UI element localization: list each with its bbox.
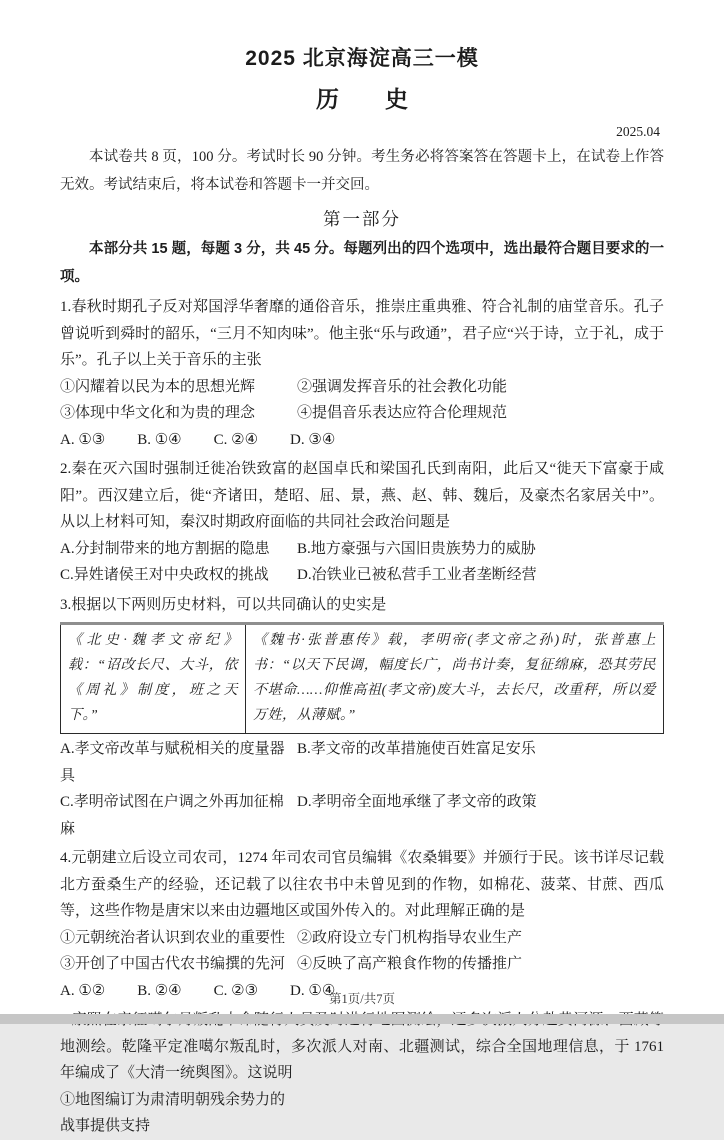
question-3-choices	[60, 736, 664, 842]
option-item: ④反映了高产粮食作物的传播推广	[297, 956, 523, 972]
table-cell-left-source: 《北史·魏孝文帝纪》载：“诏改长尺、大斗，依《周礼》制度，班之天下。”	[61, 624, 246, 734]
choice: C.异姓诸侯王对中央政权的挑战	[60, 567, 269, 583]
option-item: ③体现中华文化和为贵的理念	[60, 405, 256, 421]
question-1-items	[60, 374, 664, 427]
choice: D. ③④	[290, 431, 336, 448]
choice: D.冶铁业已被私营手工业者垄断经营	[297, 567, 537, 583]
choice: D.孝明帝全面地承继了孝文帝的政策	[297, 794, 537, 810]
question-2	[60, 456, 664, 589]
option-item: ①元朝统治者认识到农业的重要性	[60, 929, 286, 946]
option-item: ③开创了中国古代农书编撰的先河	[60, 956, 286, 972]
choice: A.分封制带来的地方割据的隐患	[60, 540, 270, 557]
option-item: ④提倡音乐表达应符合伦理规范	[297, 405, 508, 421]
question-2-stem: 2.秦在灭六国时强制迁徙冶铁致富的赵国卓氏和梁国孔氏到南阳，此后又“徙天下富豪于咸阳”。西汉建立后，徙“齐诸田，楚昭、屈、景，燕、赵、韩、魏后，及豪杰名家居关中”。从以上材料可知，秦汉时期政府面临的共同社会政治问题是	[60, 461, 664, 530]
question-3	[60, 592, 664, 843]
exam-notice: 本试卷共 8 页，100 分。考试时长 90 分钟。考生务必将答案答在答题卡上，在试卷上作答无效。考试结束后，将本试卷和答题卡一并交回。	[60, 149, 664, 193]
question-1-choices	[60, 427, 664, 454]
choice: B. ②④	[137, 982, 182, 999]
question-5	[60, 1007, 664, 1140]
exam-date: 2025.04	[616, 124, 660, 139]
question-5-stem: 地测绘。乾隆平定准噶尔叛乱时，多次派人对南、北疆测试，综合全国地理信息，于 1761 年编成了《大清一统舆图》。这说明	[60, 1038, 664, 1081]
option-item: ①地图编订为肃清明朝残余势力的战事提供支持	[60, 1091, 286, 1134]
choice: C. ②③	[213, 982, 259, 999]
bottom-scrollbar-track	[0, 1014, 724, 1024]
question-1	[60, 294, 664, 453]
part-one-instructions: 本部分共 15 题，每题 3 分，共 45 分。每题列出的四个选项中，选出最符合题目要求的一项。	[60, 241, 664, 285]
part-one-heading: 第一部分	[323, 209, 401, 229]
question-3-stem: 3.根据以下两则历史材料，可以共同确认的史实是	[60, 596, 387, 613]
question-3-source-table	[60, 622, 664, 734]
choice: B.孝文帝的改革措施使百姓富足安乐	[297, 741, 536, 757]
question-5-items	[60, 1087, 664, 1140]
choice: A. ①②	[60, 982, 106, 999]
page-number-indicator: 第1页/共7页	[329, 992, 395, 1006]
exam-title: 2025 北京海淀高三一模	[245, 47, 479, 70]
exam-subject: 历 史	[316, 86, 408, 112]
option-item: ②强调发挥音乐的社会教化功能	[297, 378, 508, 395]
question-4-stem: 4.元朝建立后设立司农司，1274 年司农司官员编辑《农桑辑要》并颁行于民。该书详尽记载北方蚕桑生产的经验，还记载了以往农书中未曾见到的作物，如棉花、菠菜、甘蔗、西瓜等，这些作物是唐宋以来由边疆地区或国外传入的。对此理解正确的是	[60, 850, 664, 919]
question-1-stem: 1.春秋时期孔子反对郑国浮华奢靡的通俗音乐，推崇庄重典雅、符合礼制的庙堂音乐。孔子曾说听到舜时的韶乐，“三月不知肉味”。他主张“乐与政通”，君子应“兴于诗，立于礼，成于乐”。孔子以上关于音乐的主张	[60, 299, 664, 368]
table-cell-right-source: 《魏书·张普惠传》载，孝明帝(孝文帝之孙)时，张普惠上书：“以天下民调，幅度长广，尚书计奏，复征绵麻，恐其劳民不堪命……仰惟高祖(孝文帝)废大斗，去长尺，改重秤，所以爱万姓，从薄赋。”	[246, 624, 664, 734]
option-item: ①闪耀着以民为本的思想光辉	[60, 378, 256, 395]
question-4-items	[60, 925, 664, 978]
choice: B.地方豪强与六国旧贵族势力的威胁	[297, 540, 536, 557]
option-item: ②政府设立专门机构指导农业生产	[297, 929, 523, 946]
choice: B. ①④	[137, 431, 182, 448]
question-2-choices	[60, 536, 664, 589]
choice: A.孝文帝改革与赋税相关的度量器具	[60, 741, 285, 784]
choice: A. ①③	[60, 431, 106, 448]
choice: C.孝明帝试图在户调之外再加征棉麻	[60, 794, 284, 837]
choice: D. ①④	[290, 982, 336, 999]
table-row	[61, 624, 664, 734]
question-4	[60, 845, 664, 1004]
choice: C. ②④	[213, 431, 259, 448]
